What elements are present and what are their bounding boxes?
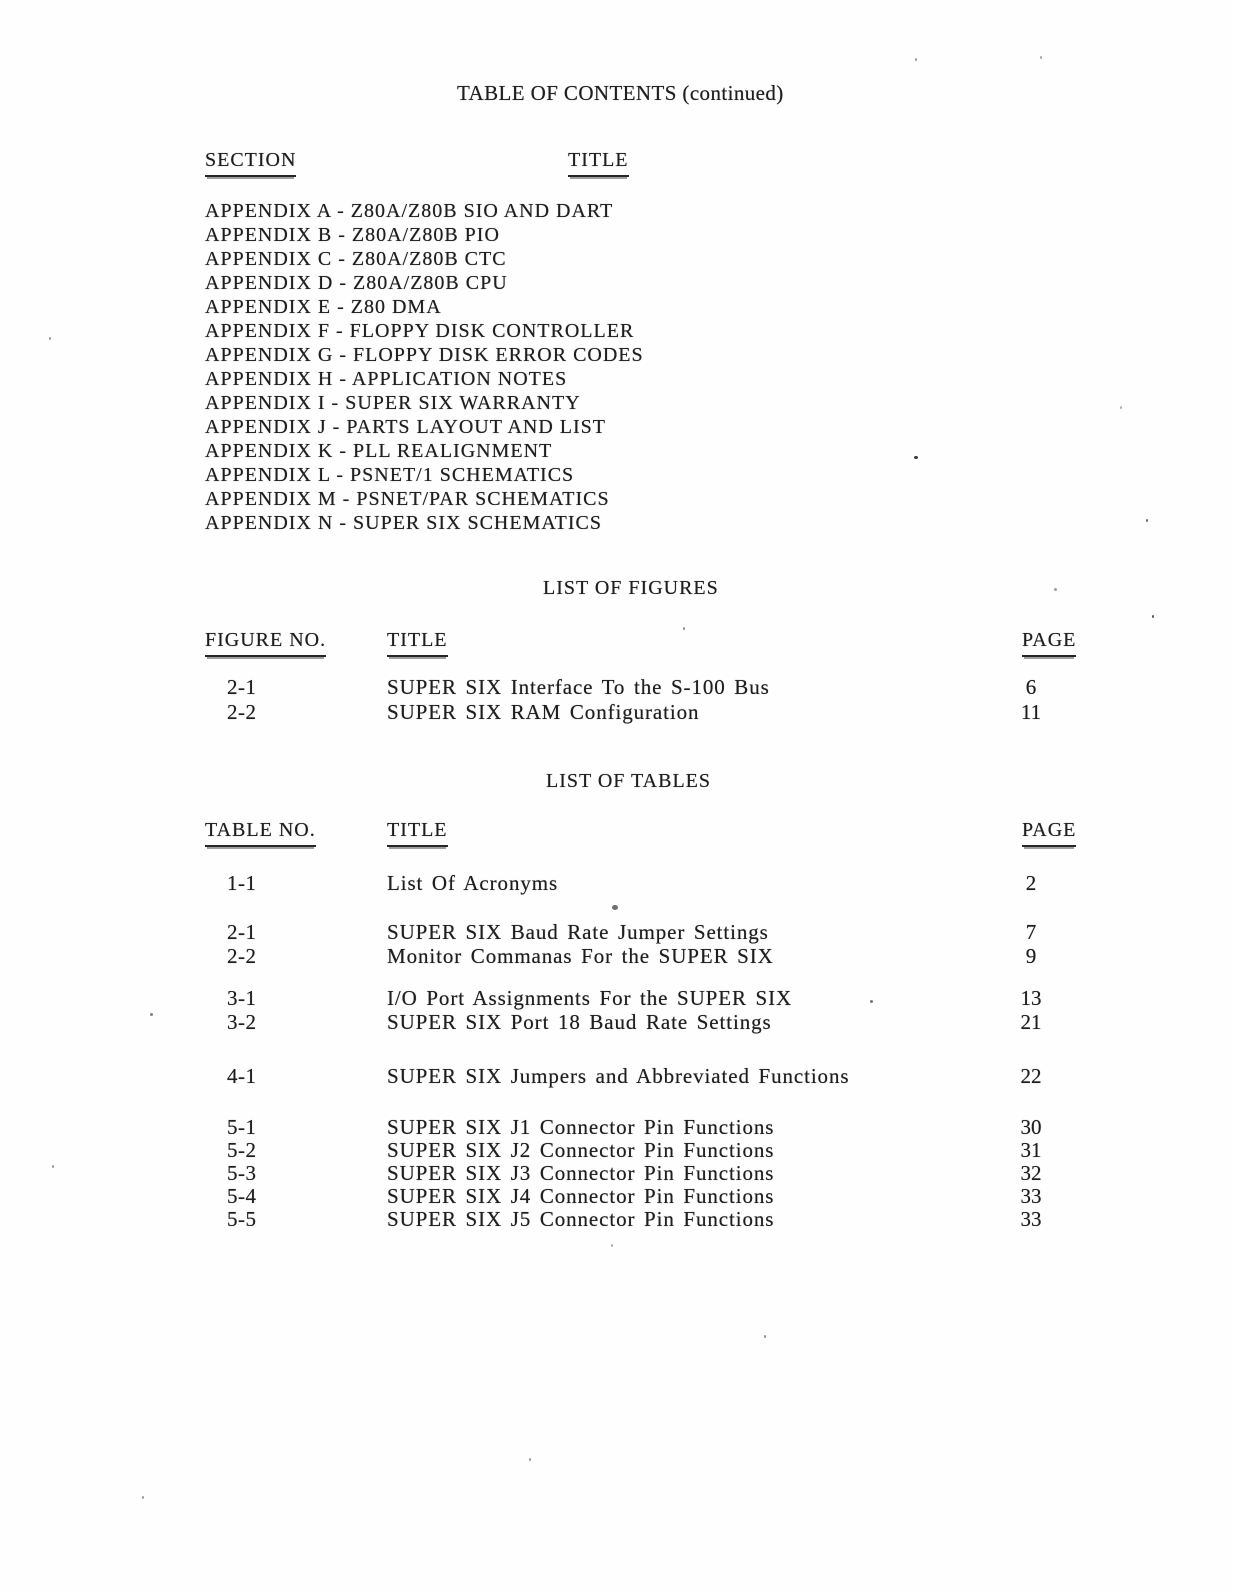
scan-speck <box>142 1496 144 1499</box>
row-page: 2 <box>1025 871 1037 895</box>
row-page: 7 <box>1025 920 1037 944</box>
scan-speck <box>764 1335 766 1338</box>
table-row <box>203 1139 1103 1162</box>
row-title: SUPER SIX Interface To the S-100 Bus <box>387 675 770 699</box>
appendix-item: APPENDIX K - PLL REALIGNMENT <box>205 440 553 462</box>
appendix-item: APPENDIX H - APPLICATION NOTES <box>205 368 568 390</box>
row-page: 33 <box>1020 1207 1042 1231</box>
row-no: 2-1 <box>227 675 257 699</box>
table-page-header <box>1022 819 1076 847</box>
table-row <box>203 1064 1103 1088</box>
row-page: 21 <box>1020 1010 1042 1034</box>
figure-title-header <box>387 629 448 657</box>
row-no: 2-2 <box>227 944 257 968</box>
row-title: SUPER SIX J4 Connector Pin Functions <box>387 1184 775 1208</box>
appendix-item: APPENDIX E - Z80 DMA <box>205 296 442 318</box>
table-page-header-label: PAGE <box>1022 819 1076 847</box>
table-group <box>203 871 1103 895</box>
list-of-tables-heading: LIST OF TABLES <box>546 770 712 792</box>
row-title: SUPER SIX J2 Connector Pin Functions <box>387 1138 775 1162</box>
row-page: 6 <box>1025 675 1037 699</box>
table-row <box>203 1010 1103 1034</box>
row-title: SUPER SIX J5 Connector Pin Functions <box>387 1207 775 1231</box>
table-title-header-label: TITLE <box>387 819 448 847</box>
appendix-list <box>205 199 644 535</box>
row-page: 13 <box>1020 986 1042 1010</box>
appendix-item: APPENDIX M - PSNET/PAR SCHEMATICS <box>205 488 610 510</box>
title-column-header-label: TITLE <box>568 149 629 177</box>
scan-speck <box>52 1165 54 1168</box>
table-row <box>203 871 1103 895</box>
appendix-item: APPENDIX C - Z80A/Z80B CTC <box>205 248 507 270</box>
row-title: SUPER SIX RAM Configuration <box>387 700 700 724</box>
figure-row <box>203 675 1103 700</box>
scan-speck <box>1040 56 1042 59</box>
figure-row <box>203 700 1103 725</box>
row-title: SUPER SIX Baud Rate Jumper Settings <box>387 920 769 944</box>
row-no: 3-2 <box>227 1010 257 1034</box>
appendix-item: APPENDIX A - Z80A/Z80B SIO AND DART <box>205 200 614 222</box>
figure-rows <box>203 675 1103 725</box>
table-title-header <box>387 819 448 847</box>
row-no: 2-2 <box>227 700 257 724</box>
row-title: Monitor Commanas For the SUPER SIX <box>387 944 774 968</box>
appendix-item: APPENDIX L - PSNET/1 SCHEMATICS <box>205 464 575 486</box>
table-row <box>203 986 1103 1010</box>
table-row <box>203 1185 1103 1208</box>
row-no: 5-3 <box>227 1161 257 1185</box>
row-title: List Of Acronyms <box>387 871 559 895</box>
scan-speck <box>914 456 918 459</box>
scan-speck <box>1152 615 1154 618</box>
row-no: 5-2 <box>227 1138 257 1162</box>
row-no: 5-4 <box>227 1184 257 1208</box>
row-page: 33 <box>1020 1184 1042 1208</box>
row-page: 31 <box>1020 1138 1042 1162</box>
row-title: SUPER SIX J3 Connector Pin Functions <box>387 1161 775 1185</box>
row-title: SUPER SIX Port 18 Baud Rate Settings <box>387 1010 772 1034</box>
title-column-header <box>568 149 629 177</box>
row-no: 3-1 <box>227 986 257 1010</box>
table-group <box>203 1116 1103 1231</box>
table-row <box>203 944 1103 968</box>
scan-speck <box>529 1458 531 1461</box>
appendix-item: APPENDIX J - PARTS LAYOUT AND LIST <box>205 416 607 438</box>
row-page: 9 <box>1025 944 1037 968</box>
table-row <box>203 1162 1103 1185</box>
row-no: 5-5 <box>227 1207 257 1231</box>
scan-speck <box>612 905 618 910</box>
row-page: 11 <box>1020 700 1042 724</box>
scan-speck <box>683 627 685 630</box>
figure-page-header-label: PAGE <box>1022 629 1076 657</box>
scan-speck <box>915 58 917 61</box>
scan-speck <box>870 1000 873 1003</box>
row-no: 5-1 <box>227 1115 257 1139</box>
table-group <box>203 986 1103 1034</box>
appendix-item: APPENDIX D - Z80A/Z80B CPU <box>205 272 508 294</box>
scan-speck <box>1146 519 1148 522</box>
row-title: I/O Port Assignments For the SUPER SIX <box>387 986 793 1010</box>
row-no: 1-1 <box>227 871 257 895</box>
row-page: 32 <box>1020 1161 1042 1185</box>
page-title: TABLE OF CONTENTS (continued) <box>457 81 784 105</box>
section-column-header-label: SECTION <box>205 149 296 177</box>
scan-speck <box>1054 588 1057 591</box>
table-no-header <box>205 819 316 847</box>
table-row <box>203 920 1103 944</box>
figure-title-header-label: TITLE <box>387 629 448 657</box>
table-group <box>203 920 1103 968</box>
scan-speck <box>49 337 51 340</box>
appendix-item: APPENDIX G - FLOPPY DISK ERROR CODES <box>205 344 644 366</box>
appendix-item: APPENDIX I - SUPER SIX WARRANTY <box>205 392 581 414</box>
table-row <box>203 1208 1103 1231</box>
table-no-header-label: TABLE NO. <box>205 819 316 847</box>
appendix-item: APPENDIX B - Z80A/Z80B PIO <box>205 224 500 246</box>
section-column-header <box>205 149 296 177</box>
figure-no-header <box>205 629 326 657</box>
row-title: SUPER SIX Jumpers and Abbreviated Functions <box>387 1064 850 1088</box>
appendix-item: APPENDIX N - SUPER SIX SCHEMATICS <box>205 512 602 534</box>
table-group <box>203 1064 1103 1088</box>
row-page: 30 <box>1020 1115 1042 1139</box>
list-of-figures-heading: LIST OF FIGURES <box>543 577 719 599</box>
scan-speck <box>150 1013 153 1016</box>
figure-no-header-label: FIGURE NO. <box>205 629 326 657</box>
row-no: 2-1 <box>227 920 257 944</box>
row-title: SUPER SIX J1 Connector Pin Functions <box>387 1115 775 1139</box>
figure-page-header <box>1022 629 1076 657</box>
scan-speck <box>611 1244 613 1247</box>
row-page: 22 <box>1020 1064 1042 1088</box>
table-row <box>203 1116 1103 1139</box>
scan-speck <box>1120 406 1122 409</box>
row-no: 4-1 <box>227 1064 257 1088</box>
appendix-item: APPENDIX F - FLOPPY DISK CONTROLLER <box>205 320 635 342</box>
